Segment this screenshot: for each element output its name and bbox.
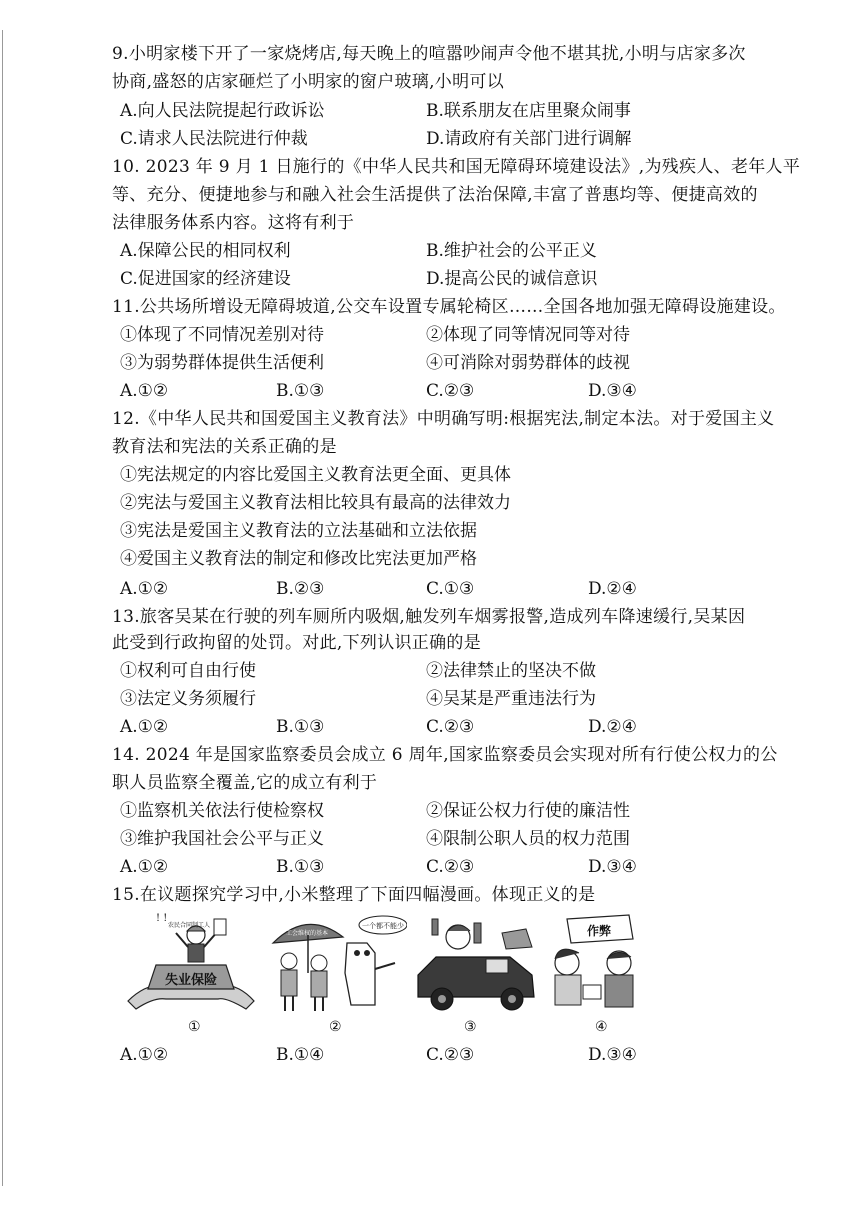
q15-stem-line1: 15.在议题探究学习中,小米整理了下面四幅漫画。体现正义的是 (112, 885, 596, 905)
q14-option-a[interactable]: A.①② (120, 857, 169, 877)
q12-option-c[interactable]: C.①③ (426, 579, 475, 599)
q11-option-c[interactable]: C.②③ (426, 381, 475, 401)
comic-1-tag-text: 农民合同制工人 (168, 922, 211, 929)
q11-option-b[interactable]: B.①③ (276, 381, 325, 401)
q10-option-c[interactable]: C.促进国家的经济建设 (120, 269, 291, 289)
q9-option-c[interactable]: C.请求人民法院进行仲裁 (120, 129, 308, 149)
q14-stem-line1: 14. 2024 年是国家监察委员会成立 6 周年,国家监察委员会实现对所有行使公权力的公 (112, 745, 778, 765)
comic-2-bubble-text: 一个都不能少 (362, 922, 404, 930)
q10-option-d[interactable]: D.提高公民的诚信意识 (426, 269, 598, 289)
comic-3-label: ③ (464, 1019, 477, 1035)
q11-statement-3: ③为弱势群体提供生活便利 (120, 353, 324, 373)
q10-stem-line2: 等、充分、便捷地参与和融入社会生活提供了法治保障,丰富了普惠均等、便捷高效的 (112, 185, 758, 205)
q13-stem-line1: 13.旅客吴某在行驶的列车厕所内吸烟,触发列车烟雾报警,造成列车降速缓行,吴某因 (112, 607, 746, 627)
q13-option-c[interactable]: C.②③ (426, 717, 475, 737)
q11-option-a[interactable]: A.①② (120, 381, 169, 401)
q9-option-a[interactable]: A.向人民法院提起行政诉讼 (120, 101, 325, 121)
comic-1-unemployment-insurance (126, 913, 256, 1035)
q15-option-c[interactable]: C.②③ (426, 1045, 475, 1065)
comic-strip (0, 913, 860, 1038)
comic-4-cheating (537, 913, 655, 1035)
q13-stem-line2: 此受到行政拘留的处罚。对此,下列认识正确的是 (112, 633, 482, 653)
q11-statement-2: ②体现了同等情况同等对待 (426, 325, 630, 345)
comic-1-label: ① (188, 1019, 201, 1035)
q14-option-d[interactable]: D.③④ (588, 857, 637, 877)
q11-statement-1: ①体现了不同情况差别对待 (120, 325, 324, 345)
q14-option-b[interactable]: B.①③ (276, 857, 325, 877)
q14-statement-1: ①监察机关依法行使检察权 (120, 801, 324, 821)
q12-statement-1: ①宪法规定的内容比爱国主义教育法更全面、更具体 (120, 465, 511, 485)
q10-stem-line1: 10. 2023 年 9 月 1 日施行的《中华人民共和国无障碍环境建设法》,为残疾人、老年人平 (112, 157, 801, 177)
svg-text:! !: ! ! (156, 913, 168, 924)
q14-statement-2: ②保证公权力行使的廉洁性 (426, 801, 630, 821)
q13-option-d[interactable]: D.②④ (588, 717, 637, 737)
q14-statement-3: ③维护我国社会公平与正义 (120, 829, 324, 849)
q11-stem-line1: 11.公共场所增设无障碍坡道,公交车设置专属轮椅区……全国各地加强无障碍设施建设。 (112, 297, 786, 317)
q12-stem-line2: 教育法和宪法的关系正确的是 (112, 437, 337, 457)
q15-option-d[interactable]: D.③④ (588, 1045, 637, 1065)
comic-2-umbrella-text: 工会维权的基本 (285, 930, 329, 937)
q12-option-b[interactable]: B.②③ (276, 579, 325, 599)
q12-stem-line1: 12.《中华人民共和国爱国主义教育法》中明确写明:根据宪法,制定本法。对于爱国主义 (112, 409, 775, 429)
comic-1-box-text: 失业保险 (164, 973, 218, 988)
q9-stem-line2: 协商,盛怒的店家砸烂了小明家的窗户玻璃,小明可以 (112, 72, 505, 92)
q13-statement-2: ②法律禁止的坚决不做 (426, 661, 596, 681)
q9-stem-line1: 9.小明家楼下开了一家烧烤店,每天晚上的喧嚣吵闹声令他不堪其扰,小明与店家多次 (112, 44, 746, 64)
comic-4-label: ④ (595, 1019, 608, 1035)
q12-option-a[interactable]: A.①② (120, 579, 169, 599)
comic-2-union-rights (267, 913, 407, 1035)
q9-option-b[interactable]: B.联系朋友在店里聚众闹事 (426, 101, 631, 121)
q9-option-d[interactable]: D.请政府有关部门进行调解 (426, 129, 632, 149)
q12-option-d[interactable]: D.②④ (588, 579, 637, 599)
q11-option-d[interactable]: D.③④ (588, 381, 637, 401)
q10-option-a[interactable]: A.保障公民的相同权利 (120, 241, 291, 261)
q13-statement-4: ④吴某是严重违法行为 (426, 689, 596, 709)
q13-option-a[interactable]: A.①② (120, 717, 169, 737)
q15-option-a[interactable]: A.①② (120, 1045, 169, 1065)
q14-option-c[interactable]: C.②③ (426, 857, 475, 877)
q13-option-b[interactable]: B.①③ (276, 717, 325, 737)
comic-3-drunk-driving (414, 913, 540, 1035)
comic-2-label: ② (329, 1019, 342, 1035)
q10-stem-line3: 法律服务体系内容。这将有利于 (112, 213, 355, 233)
q13-statement-3: ③法定义务须履行 (120, 689, 256, 709)
q15-option-b[interactable]: B.①④ (276, 1045, 325, 1065)
q10-option-b[interactable]: B.维护社会的公平正义 (426, 241, 597, 261)
q12-statement-3: ③宪法是爱国主义教育法的立法基础和立法依据 (120, 521, 477, 541)
comic-4-sign-text: 作弊 (586, 924, 612, 938)
q14-stem-line2: 职人员监察全覆盖,它的成立有利于 (112, 773, 378, 793)
q13-statement-1: ①权利可自由行使 (120, 661, 256, 681)
q12-statement-4: ④爱国主义教育法的制定和修改比宪法更加严格 (120, 549, 477, 569)
q14-statement-4: ④限制公职人员的权力范围 (426, 829, 630, 849)
q12-statement-2: ②宪法与爱国主义教育法相比较具有最高的法律效力 (120, 493, 511, 513)
q11-statement-4: ④可消除对弱势群体的歧视 (426, 353, 630, 373)
